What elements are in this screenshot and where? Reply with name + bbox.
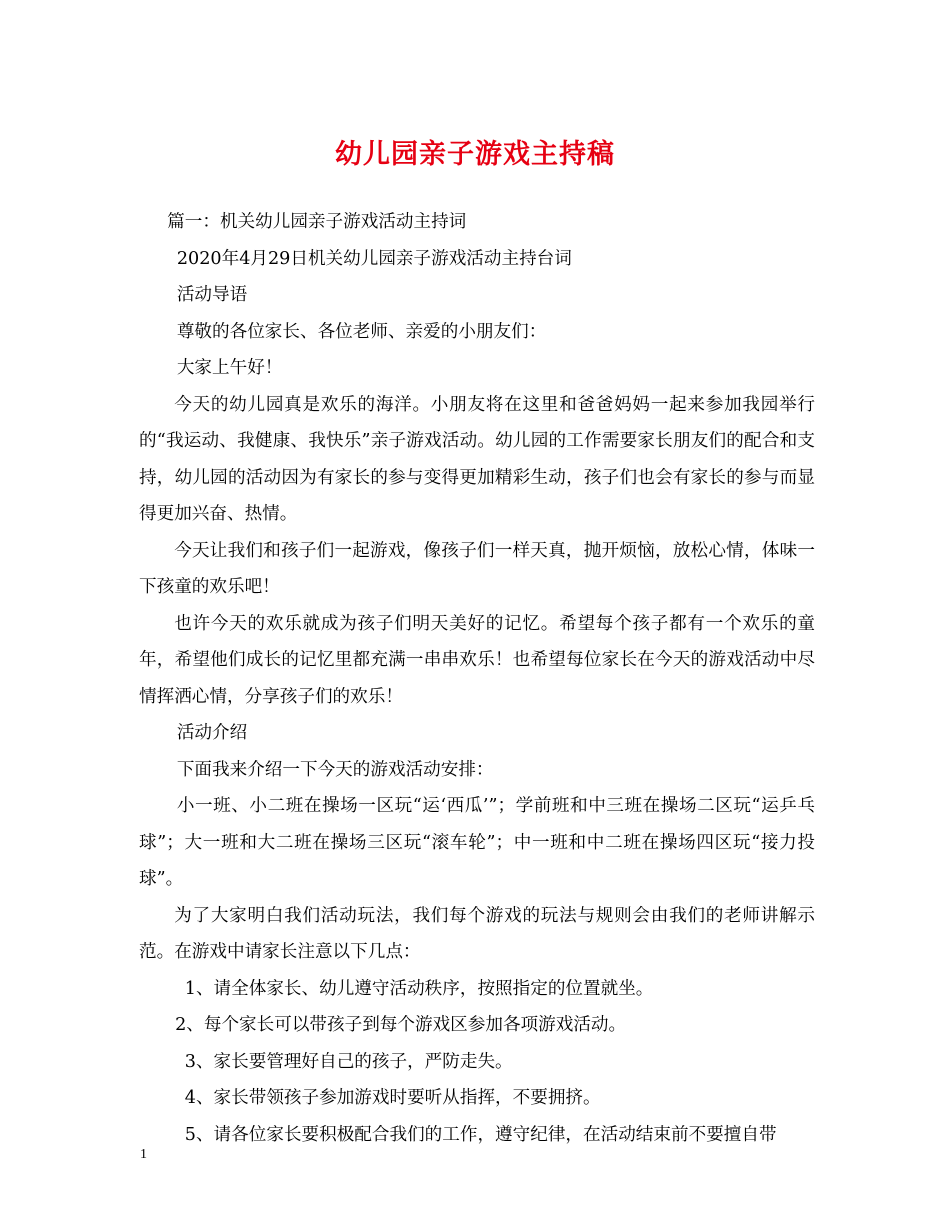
list-item: 3、家长要管理好自己的孩子，严防走失。 [184, 1051, 513, 1072]
document-body [139, 204, 815, 1153]
subtitle-line: 2020年4月29日机关幼儿园亲子游戏活动主持台词 [176, 248, 572, 269]
page-title: 幼儿园亲子游戏主持稿 [335, 139, 615, 170]
body-paragraph: 今天让我们和孩子们一起游戏，像孩子们一样天真，抛开烦恼，放松心情，体味一下孩童的欢乐吧！ [139, 540, 815, 597]
greeting-line: 大家上午好！ [176, 358, 283, 378]
list-item: 5、请各位家长要积极配合我们的工作，遵守纪律，在活动结束前不要擅自带 [184, 1124, 777, 1145]
list-item: 2、每个家长可以带孩子到每个游戏区参加各项游戏活动。 [175, 1015, 627, 1035]
body-paragraph: 小一班、小二班在操场一区玩“运‘西瓜’”；学前班和中三班在操场二区玩“运乒乓球”；大一班和大二班在操场三区玩“滚车轮”；中一班和中二班在操场四区玩“接力投球”。 [139, 796, 815, 889]
body-paragraph: 也许今天的欢乐就成为孩子们明天美好的记忆。希望每个孩子都有一个欢乐的童年，希望他们成长的记忆里都充满一串串欢乐！也希望每位家长在今天的游戏活动中尽情挥洒心情，分享孩子们的欢乐！ [139, 613, 815, 707]
page-number: 1 [140, 1147, 147, 1162]
greeting-line: 尊敬的各位家长、各位老师、亲爱的小朋友们： [176, 321, 547, 342]
body-paragraph: 下面我来介绍一下今天的游戏活动安排： [176, 759, 494, 780]
section-label: 活动介绍 [176, 723, 248, 743]
section-label: 活动导语 [176, 285, 248, 305]
list-item: 1、请全体家长、幼儿遵守活动秩序，按照指定的位置就坐。 [184, 978, 654, 999]
section-heading: 篇一：机关幼儿园亲子游戏活动主持词 [167, 212, 467, 232]
body-paragraph: 为了大家明白我们活动玩法，我们每个游戏的玩法与规则会由我们的老师讲解示范。在游戏中请家长注意以下几点： [139, 905, 815, 962]
body-paragraph: 今天的幼儿园真是欢乐的海洋。小朋友将在这里和爸爸妈妈一起来参加我园举行的“我运动、我健康、我快乐”亲子游戏活动。幼儿园的工作需要家长朋友们的配合和支持，幼儿园的活动因为有家长的参与变得更加精彩生动，孩子们也会有家长的参与而显得更加兴奋、热情。 [139, 394, 815, 524]
list-item: 4、家长带领孩子参加游戏时要听从指挥，不要拥挤。 [184, 1088, 601, 1108]
